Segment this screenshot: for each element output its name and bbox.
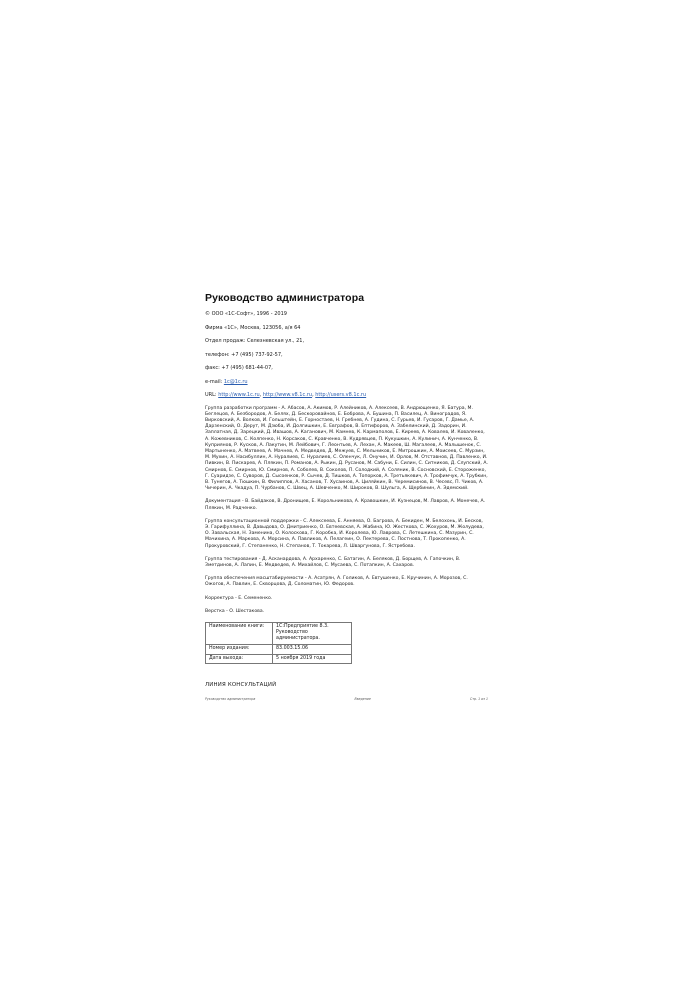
- table-row: [206, 622, 352, 644]
- consult-group: Группа консультационной поддержки - С. Алексеева, Е. Анняева, О. Багрова, А. Бекиден, М. Белохонь, И. Бесков, Э. Гарифуллина, В. Давыдова, О. Дмитриенко, О. Евтеевская, А. Жабина, Ю. Жесткова, С. Жохуров, М. Жолудева, О. Завальская, Н. Заменина, О. Колоскова, Г. Коробка, И. Королева, Ю. Лаврова, С. Летешкина, С. Мазурин, С. Мачихина, А. Маркова, А. Морсина, А. Павликов, А. Пелагеин, О. Пектерева, С. Постнова, Т. Прокопенко, А. Прокуровский, Г. Степаненко, Н. Степанов, Т. Токарева, Л. Шваргунова, Г. Ястребова.: [205, 518, 484, 549]
- layout-credit: Верстка - О. Шестакова.: [205, 608, 265, 614]
- company-address: Фирма «1С», Москва, 123056, а/я 64: [205, 324, 301, 331]
- footer-left: Руководство администратора: [205, 697, 256, 702]
- footer-center: Введение: [354, 697, 371, 702]
- sales-dept: Отдел продаж: Селезневская ул., 21,: [205, 338, 305, 344]
- table-value: 83.003.15.06: [273, 644, 352, 654]
- docs-group: Документация - В. Байдаков, В. Дронищев, Е. Корольникова, А. Кравошкин, И. Кузнецов, М. Лавров, А. Монечев, А. Плякин, М. Радченко.: [205, 499, 486, 511]
- url-label: URL:: [205, 392, 217, 398]
- document-title: Руководство администратора: [205, 292, 365, 304]
- page-footer: [205, 697, 488, 701]
- table-value: 5 ноября 2019 года: [273, 654, 352, 664]
- copyright: © ООО «1С-Софт», 1996 - 2019: [205, 311, 287, 317]
- email-label: e-mail:: [205, 378, 223, 385]
- table-key: Дата выхода:: [206, 654, 273, 664]
- email-line: [205, 379, 488, 386]
- url-line: URL: http://www.1c.ru, http://www.v8.1c.ru, http://users.v8.1c.ru: [205, 392, 367, 398]
- url-link-1c[interactable]: http://www.1c.ru: [218, 392, 260, 398]
- phone: телефон: +7 (495) 737-92-57,: [205, 351, 283, 358]
- url-link-users[interactable]: http://users.v8.1c.ru: [315, 392, 367, 398]
- email-link[interactable]: 1c@1c.ru: [223, 378, 248, 385]
- document-page: [205, 292, 488, 701]
- table-row: [206, 644, 352, 654]
- edition-info-table: [205, 622, 352, 664]
- url-link-v8[interactable]: http://www.v8.1c.ru: [262, 392, 313, 398]
- fax: факс: +7 (495) 681-44-07,: [205, 365, 273, 371]
- table-key: Наименование книги:: [206, 622, 273, 644]
- scale-group: Группа обеспечения масштабируемости - А. Асатрян, А. Голиков, А. Евтушенко, Е. Кручинин, А. Морозов, С. Ожогов, А. Павлин, Е. Скворцова, Д. Соломатин, Ю. Федоров.: [205, 576, 468, 588]
- test-group: Группа тестирования - Д. Асканардова, А. Архаренко, С. Батагин, А. Беляков, Д. Борщев, А. Гапочкин, В. Зметдинов, А. Лапин, Е. Медведев, А. Михайлов, С. Мусаева, С. Потапкин, А. Сахаров.: [205, 556, 461, 568]
- proofreading: Корректура - Е. Семененко.: [205, 595, 273, 601]
- table-row: [206, 654, 352, 664]
- table-key: Номер издания:: [206, 644, 273, 654]
- table-value: 1С:Предприятие 8.3. Руководство администратора.: [273, 622, 352, 644]
- footer-right: Стр. 1 из 1: [470, 697, 488, 702]
- consult-line-heading: ЛИНИЯ КОНСУЛЬТАЦИЙ: [205, 682, 277, 689]
- dev-group: Группа разработки программ - А. Абасов, А. Акимов, Р. Алейников, А. Алексеев, В. Андрющенко, Я. Батура, М. Беглецов, А. Безбородов, А. Белях, Д. Бескоровайнов, Е. Боброва, А. Бушина, П. Василец, А. Виноградов, Я. Вирковский, А. Волков, И. Гольштейн, Е. Горностаев, Н. Гребнев, А. Гудина, С. Гурьев, И. Гусаров, Г. Дамье, А. Дарзенский, О. Дерут, М. Дзюба, И. Долгишкин, Е. Евграфов, В. Ептифоров, А. Забелинский, Д. Задорин, И. Заплатная, Д. Зарецкий, Д. Ивашов, А. Каганович, М. Камнев, К. Кармаполов, Е. Киреев, А. Ковалев, И. Коваленко, А. Кожевников, С. Колпенко, Н. Корсаков, С. Кравченко, В. Кудрявцев, П. Кукушкин, А. Кулинич, А. Кунченко, В. Куприянов, Р. Кусков, А. Лакутин, М. Лейбович, Г. Леонтьев, А. Лехан, А. Макеев, Ш. Магалеев, А. Малышенок, С. Мартыненко, А. Матвеев, А. Мачнев, А. Медведев, Д. Межуев, С. Мельников, Е. Митрошкин, А. Моисеев, С. Мурзин, М. Мухин, А. Насибуллин, А. Нуралиев, С. Нуралиев, С. Оленчук, Л. Онучин, И. Орлов, М. Отставнов, Д. Павленко, И. Пивкин, В. Пискарев, А. Плякин, П. Романов, А. Рыкин, Д. Русанов, М. Сабуни, Е. Силин, С. Ситников, Д. Слупский, А. Смирнов, Е. Смирнов, Ю. Смирнов, А. Соболев, В. Соколов, П. Солодкий, А. Соляник, В. Сосновский, Е. Стороженко, Г. Суаридзе, С. Суворов, Д. Сысоенков, Р. Сычев, Д. Тишков, А. Топорков, А. Третьякевич, А. Трофимчук, А. Трубкин, В. Тунегов, А. Тюшкин, В. Филиппов, А. Хасанов, Т. Хусаинов, А. Циляйкин, В. Черемисинов, В. Чесевс, П. Чиков, А. Чичерин, А. Чкадуа, П. Чурбанов, С. Швец, А. Шевченко, М. Широков, В. Шульга, А. Щербинин, А. Эдемский.: [205, 405, 488, 492]
